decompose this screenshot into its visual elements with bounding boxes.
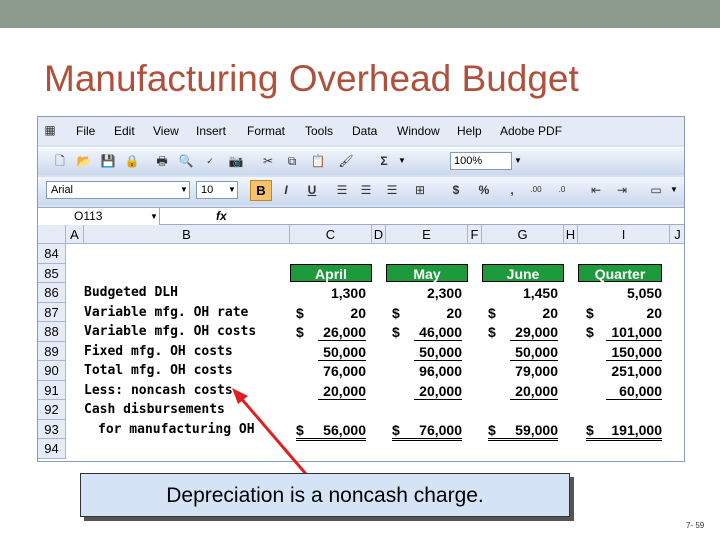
may-cash-dollar: $ <box>392 422 462 441</box>
header-quarter[interactable]: Quarter <box>578 264 662 282</box>
quarter-fixed[interactable]: 150,000 <box>606 344 662 361</box>
june-noncash[interactable]: 20,000 <box>510 383 558 400</box>
menu-adobe-pdf[interactable]: Adobe PDF <box>500 124 563 138</box>
column-header-h[interactable]: H <box>564 225 578 244</box>
research-icon[interactable]: 📷 <box>228 154 244 168</box>
print-icon[interactable]: 🖶 <box>156 154 168 168</box>
header-april[interactable]: April <box>290 264 372 282</box>
italic-button[interactable]: I <box>284 183 288 197</box>
quarter-rate[interactable]: 20 <box>646 304 662 321</box>
align-left-icon[interactable]: ☰ <box>336 183 348 197</box>
menu-view[interactable]: View <box>153 124 179 138</box>
print-preview-icon[interactable]: 🔍 <box>178 154 194 168</box>
font-name-select[interactable]: Arial <box>46 181 190 199</box>
may-rate[interactable]: 20 <box>446 304 462 321</box>
increase-indent-icon[interactable]: ⇥ <box>616 183 628 197</box>
name-box[interactable]: O113 <box>38 208 160 225</box>
menu-help[interactable]: Help <box>457 124 482 138</box>
june-total[interactable]: 79,000 <box>515 363 558 379</box>
copy-icon[interactable]: ⧉ <box>287 154 297 168</box>
column-header-i[interactable]: I <box>578 225 670 244</box>
row-header-94[interactable]: 94 <box>38 439 66 459</box>
label-total-costs[interactable]: Total mfg. OH costs <box>84 363 233 378</box>
column-header-a[interactable]: A <box>66 225 84 244</box>
may-dlh[interactable]: 2,300 <box>426 285 462 301</box>
april-rate[interactable]: 20 <box>350 304 366 321</box>
june-rate-dollar: $ <box>488 304 496 321</box>
menu-data[interactable]: Data <box>352 124 378 138</box>
format-painter-icon[interactable]: 🖌 <box>338 154 354 168</box>
june-var[interactable]: 29,000 <box>510 324 558 341</box>
name-box-dropdown-icon[interactable]: ▼ <box>150 212 158 221</box>
june-var-dollar: $ <box>488 324 496 340</box>
header-may[interactable]: May <box>386 264 468 282</box>
quarter-var-dollar: $ <box>586 324 594 340</box>
new-file-icon[interactable]: 🗋 <box>55 154 65 168</box>
menu-insert[interactable]: Insert <box>196 124 227 138</box>
april-var[interactable]: 26,000 <box>318 324 366 341</box>
may-rate-dollar: $ <box>392 304 400 321</box>
column-header-g[interactable]: G <box>482 225 564 244</box>
row-header-88[interactable]: 88 <box>38 322 66 342</box>
june-dlh[interactable]: 1,450 <box>522 285 558 301</box>
april-rate-dollar: $ <box>296 304 304 321</box>
quarter-dlh[interactable]: 5,050 <box>626 285 662 301</box>
column-header-c[interactable]: C <box>290 225 372 244</box>
column-header-b[interactable]: B <box>84 225 290 244</box>
menu-format[interactable]: Format <box>247 124 286 138</box>
decrease-decimal-icon[interactable]: .0 <box>558 185 566 194</box>
zoom-select[interactable]: 100% <box>450 152 512 170</box>
may-var-dollar: $ <box>392 324 400 340</box>
menu-file[interactable]: File <box>76 124 96 138</box>
menu-window[interactable]: Window <box>397 124 440 138</box>
spelling-icon[interactable]: ✓ <box>206 156 214 166</box>
april-noncash[interactable]: 20,000 <box>318 383 366 400</box>
autosum-icon[interactable]: Σ <box>380 154 388 168</box>
slide-title: Manufacturing Overhead Budget <box>44 58 579 99</box>
column-header-f[interactable]: F <box>468 225 482 244</box>
align-center-icon[interactable]: ☰ <box>360 183 372 197</box>
cut-icon[interactable]: ✂ <box>262 154 274 168</box>
label-fixed-costs[interactable]: Fixed mfg. OH costs <box>84 343 233 359</box>
menu-tools[interactable]: Tools <box>305 124 334 138</box>
april-dlh[interactable]: 1,300 <box>330 285 366 301</box>
quarter-rate-dollar: $ <box>586 304 594 321</box>
comma-button[interactable]: , <box>510 183 514 197</box>
insert-function-icon[interactable]: fx <box>216 209 227 223</box>
excel-app-icon[interactable]: ▦ <box>44 123 56 137</box>
row-header-93[interactable]: 93 <box>38 420 66 440</box>
row-header-87[interactable]: 87 <box>38 303 66 323</box>
label-for-manufacturing-oh[interactable]: for manufacturing OH <box>98 421 255 437</box>
borders-dropdown-icon[interactable]: ▼ <box>670 185 678 194</box>
april-fixed[interactable]: 50,000 <box>318 344 366 361</box>
april-var-dollar: $ <box>296 324 304 340</box>
row-header-92[interactable]: 92 <box>38 400 66 420</box>
may-total[interactable]: 96,000 <box>419 363 462 379</box>
quarter-var[interactable]: 101,000 <box>606 324 662 341</box>
april-cash[interactable]: 56,000 <box>323 421 366 438</box>
borders-icon[interactable]: ▭ <box>650 183 662 197</box>
row-header-85[interactable]: 85 <box>38 264 66 284</box>
label-variable-costs[interactable]: Variable mfg. OH costs <box>84 324 257 339</box>
underline-button[interactable]: U <box>307 183 317 197</box>
quarter-noncash[interactable]: 60,000 <box>606 383 662 400</box>
june-cash[interactable]: 59,000 <box>515 421 558 438</box>
zoom-dropdown-icon[interactable]: ▼ <box>514 156 522 165</box>
april-total[interactable]: 76,000 <box>323 363 366 379</box>
may-var[interactable]: 46,000 <box>414 324 462 341</box>
paste-icon[interactable]: 📋 <box>310 154 326 168</box>
may-cash[interactable]: 76,000 <box>419 421 462 438</box>
open-folder-icon[interactable]: 📂 <box>76 154 92 168</box>
label-noncash-costs[interactable]: Less: noncash costs <box>84 382 233 398</box>
row-header-89[interactable]: 89 <box>38 342 66 362</box>
size-dropdown-icon[interactable]: ▼ <box>228 185 236 194</box>
row-header-91[interactable]: 91 <box>38 381 66 401</box>
row-header-90[interactable]: 90 <box>38 361 66 381</box>
row-header-84[interactable]: 84 <box>38 244 66 264</box>
increase-decimal-icon[interactable]: .00 <box>530 185 542 194</box>
bold-button[interactable]: B <box>250 180 272 201</box>
align-right-icon[interactable]: ☰ <box>386 183 398 197</box>
may-fixed[interactable]: 50,000 <box>414 344 462 361</box>
label-budgeted-dlh[interactable]: Budgeted DLH <box>84 285 178 300</box>
may-noncash[interactable]: 20,000 <box>414 383 462 400</box>
permission-icon[interactable]: 🔒 <box>124 154 140 168</box>
label-cash-disbursements[interactable]: Cash disbursements <box>84 402 225 417</box>
menu-edit[interactable]: Edit <box>114 124 135 138</box>
row-header-86[interactable]: 86 <box>38 283 66 303</box>
june-cash-dollar: $ <box>488 422 558 441</box>
percent-button[interactable]: % <box>478 183 490 197</box>
june-fixed[interactable]: 50,000 <box>510 344 558 361</box>
june-rate[interactable]: 20 <box>542 304 558 321</box>
callout-box: Depreciation is a noncash charge. <box>80 473 570 517</box>
page-number: 7- 59 <box>686 521 705 530</box>
april-cash-dollar: $ <box>296 422 366 441</box>
merge-center-icon[interactable]: ⊞ <box>414 183 426 197</box>
column-header-d[interactable]: D <box>372 225 386 244</box>
label-variable-rate[interactable]: Variable mfg. OH rate <box>84 304 249 320</box>
save-icon[interactable]: 💾 <box>100 154 116 168</box>
header-june[interactable]: June <box>482 264 564 282</box>
decrease-indent-icon[interactable]: ⇤ <box>590 183 602 197</box>
quarter-total[interactable]: 251,000 <box>611 363 662 379</box>
currency-button[interactable]: $ <box>452 183 460 197</box>
column-header-e[interactable]: E <box>386 225 468 244</box>
column-header-j[interactable]: J <box>670 225 685 244</box>
font-size-select[interactable]: 10 <box>196 181 238 199</box>
quarter-cash[interactable]: 191,000 <box>611 421 662 438</box>
autosum-dropdown-icon[interactable]: ▼ <box>398 156 406 165</box>
quarter-cash-dollar: $ <box>586 422 662 441</box>
font-dropdown-icon[interactable]: ▼ <box>180 185 188 194</box>
